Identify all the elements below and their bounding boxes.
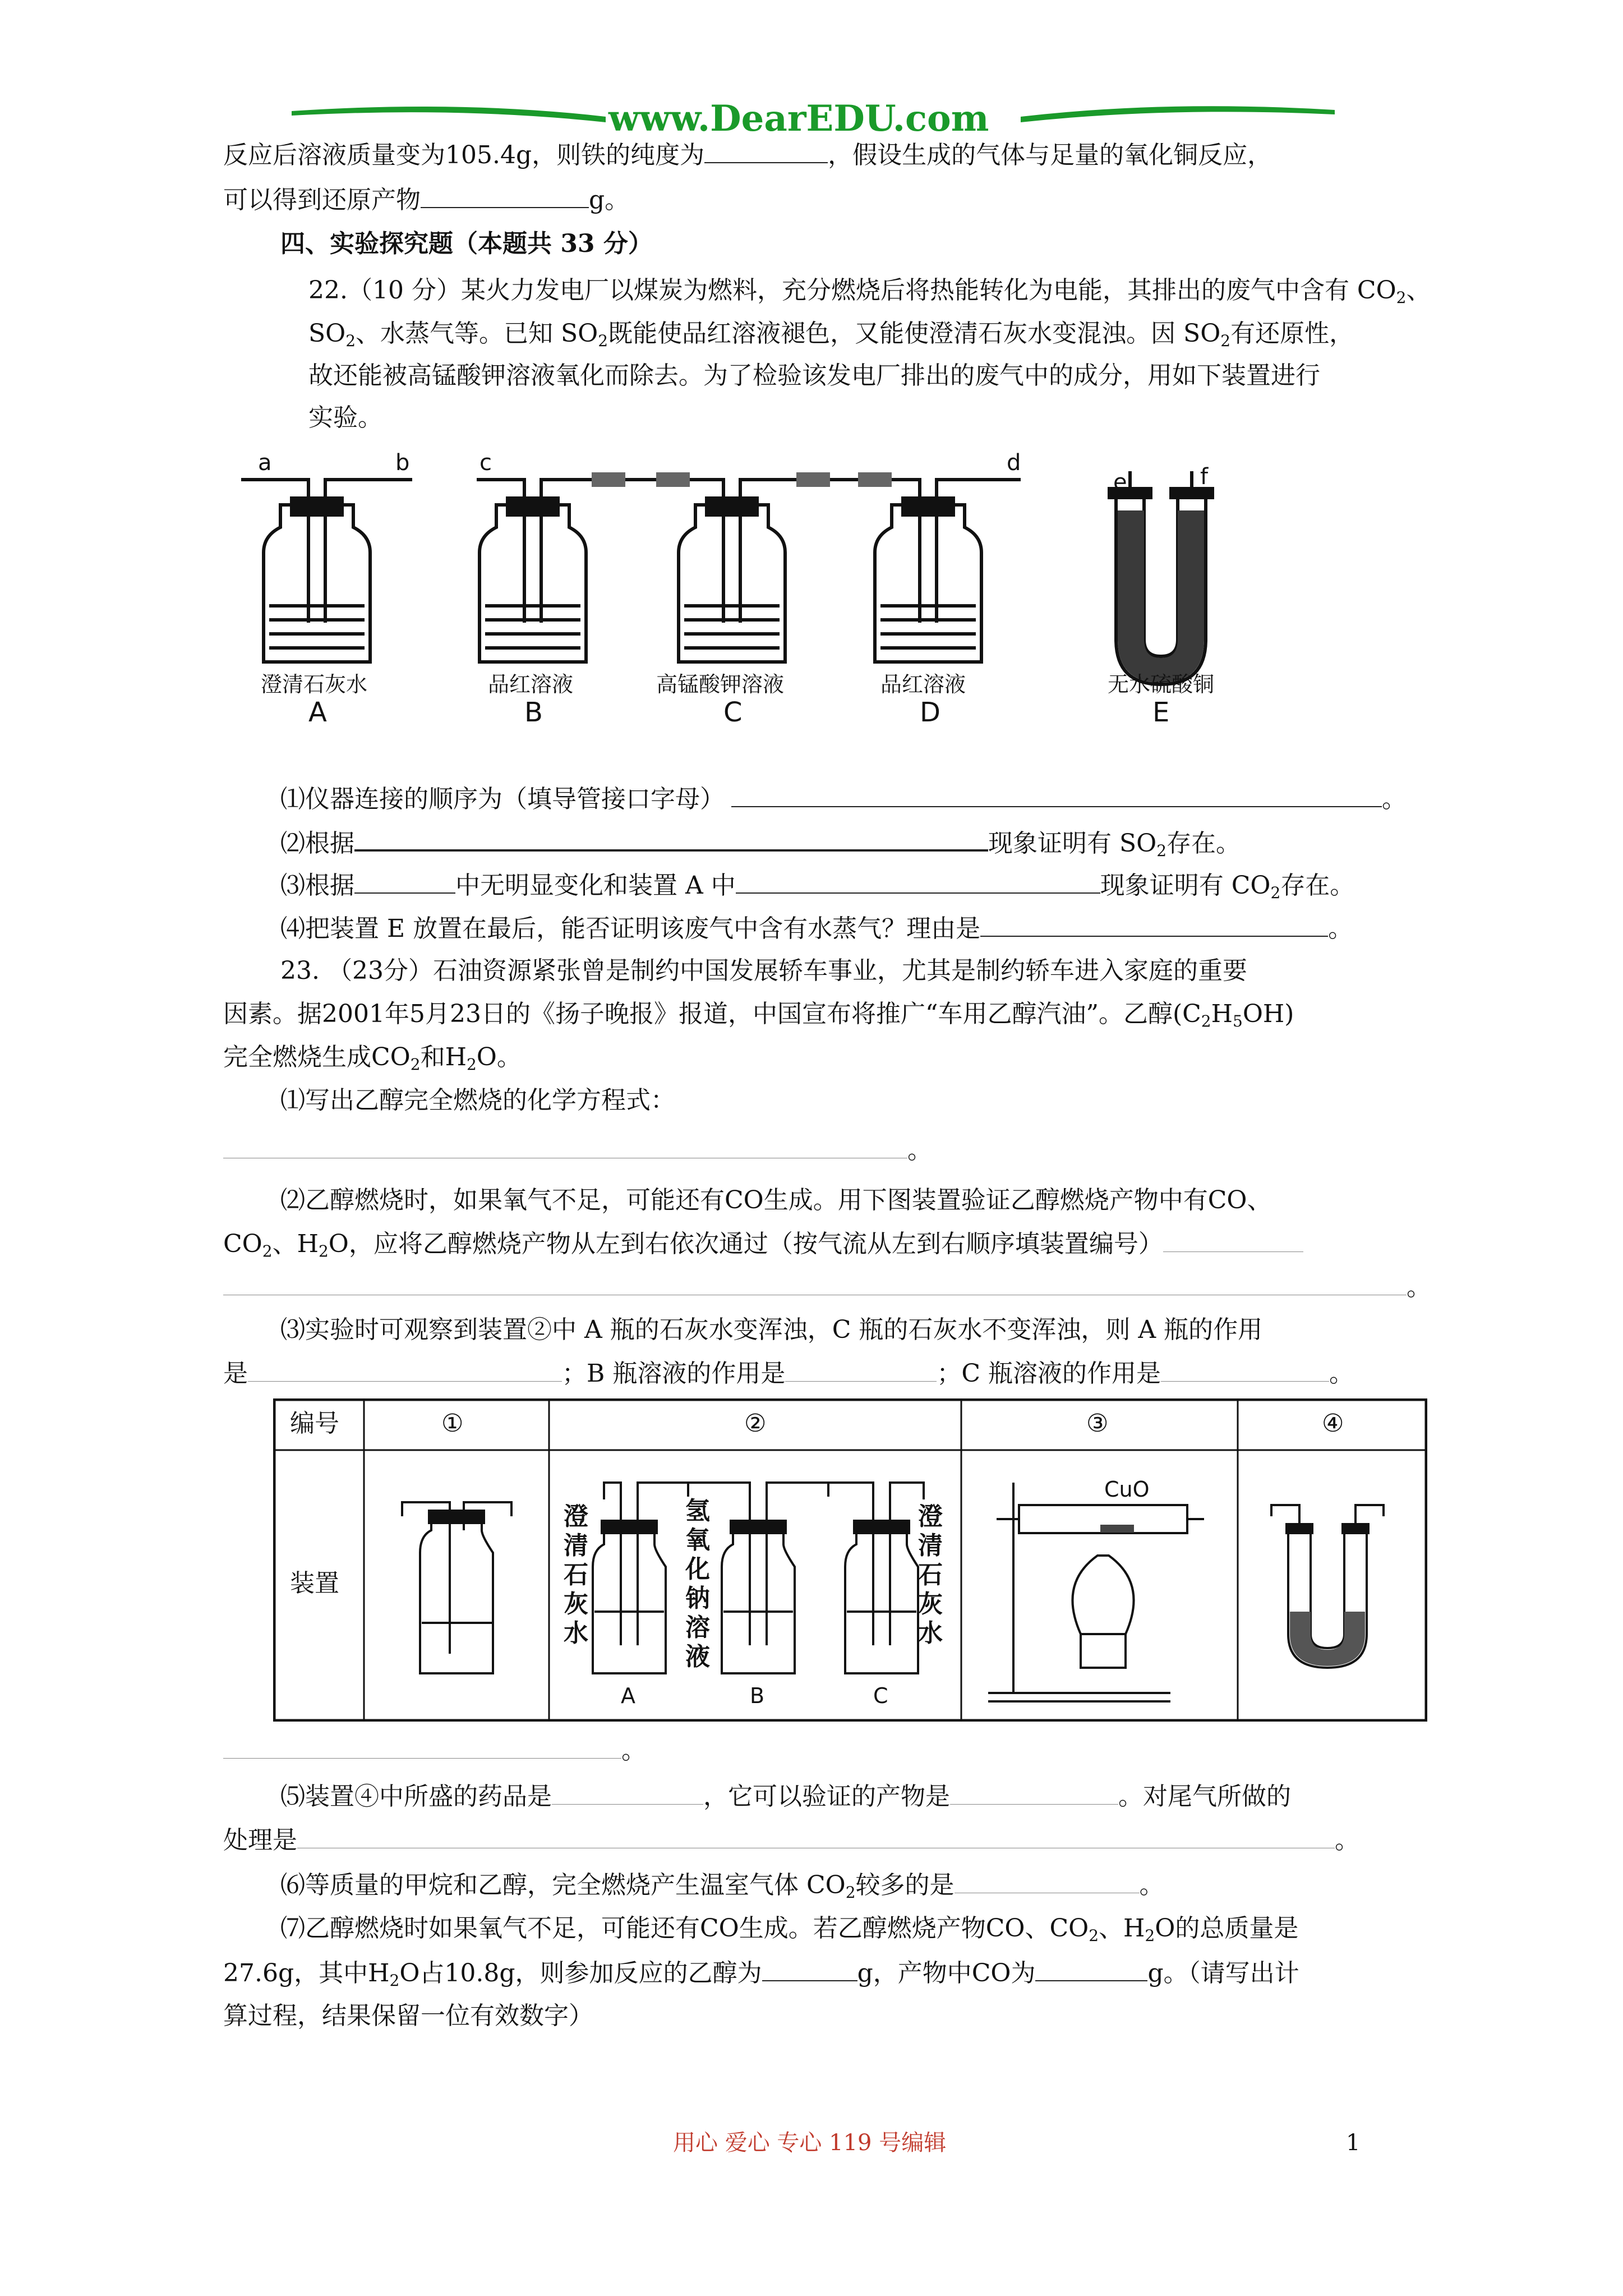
q23-text: OH) xyxy=(1242,1000,1294,1028)
q23-text: O，应将乙醇燃烧产物从左到右依次通过（按气流从左到右顺序填装置编号） xyxy=(328,1230,1163,1258)
port-label: f xyxy=(1200,464,1209,490)
punct: 。 xyxy=(1335,1826,1359,1855)
answer-blank[interactable] xyxy=(297,1823,1335,1848)
answer-blank[interactable] xyxy=(762,1955,857,1981)
q23-p7-1: ⑺乙醇燃烧时如果氧气不足，可能还有CO生成。若乙醇燃烧产物CO、$CO_2$、$H_2O$的总质量是 xyxy=(280,1914,1299,1945)
port-label: d xyxy=(1007,450,1021,476)
q21-text: 可以得到还原产物 xyxy=(223,186,421,214)
answer-blank[interactable] xyxy=(223,1270,1407,1295)
q22-text: SO xyxy=(308,319,346,348)
q22-p4 xyxy=(280,911,1353,946)
q23-p3-2 xyxy=(223,1356,1354,1391)
answer-blank[interactable] xyxy=(1163,1227,1303,1252)
q22-p2: ⑵根据 现象证明有 $SO_2$存在。 xyxy=(280,825,1241,868)
bottle-caption: 无水硫酸铜 xyxy=(1108,672,1215,697)
answer-blank[interactable] xyxy=(950,1779,1118,1805)
q23-p2-1: ⑵乙醇燃烧时，如果氧气不足，可能还有CO生成。用下图装置验证乙醇燃烧产物中有CO、 xyxy=(280,1186,1272,1214)
q22-p1 xyxy=(280,781,1407,816)
section-title: 四、实验探究题（本题共 33 分） xyxy=(280,229,653,258)
q23-p1: ⑴写出乙醇完全燃烧的化学方程式： xyxy=(280,1086,675,1115)
q23-text: g。（请写出计 xyxy=(1147,1959,1299,1987)
bottle-letter: B xyxy=(750,1683,765,1708)
q23-p7-3: 算过程，结果保留一位有效数字） xyxy=(223,2001,593,2030)
caption-lime-water-right: 澄清石灰水 xyxy=(918,1502,943,1648)
port-label: b xyxy=(395,450,410,476)
footer-text: 用心 爱心 专心 119 号编辑 xyxy=(673,2130,947,2156)
q22-text: ⑶根据 xyxy=(280,871,354,900)
answer-blank[interactable] xyxy=(704,137,828,163)
q23-p2-answer xyxy=(223,1270,1431,1304)
q23-after-table-answer xyxy=(223,1733,646,1768)
q22-text: 现象证明有 CO xyxy=(1100,871,1271,900)
q22-text: 存在。 xyxy=(1280,871,1355,900)
q23-text: 是 xyxy=(223,1359,248,1388)
table-header-1: ① xyxy=(441,1409,464,1438)
answer-blank[interactable] xyxy=(552,1779,703,1805)
q21-text: ，假设生成的气体与足量的氧化铜反应， xyxy=(828,141,1272,169)
page-number: 1 xyxy=(1346,2130,1361,2156)
caption-lime-water-left: 澄清石灰水 xyxy=(564,1502,588,1648)
q23-text: 较多的是 xyxy=(855,1871,955,1899)
q23-text: ⑸装置④中所盛的药品是 xyxy=(280,1782,552,1811)
q23-text: O占10.8g，则参加反应的乙醇为 xyxy=(399,1959,762,1987)
q22-text: ⑴仪器连接的顺序为（填导管接口字母） xyxy=(280,785,725,813)
q22-text: 22.（10 分）某火力发电厂以煤炭为燃料，充分燃烧后将热能转化为电能，其排出的废气中含有 CO xyxy=(308,276,1396,305)
table-row-label: 装置 xyxy=(290,1569,339,1598)
port-label: e xyxy=(1113,470,1127,495)
q22-intro-3: 故还能被高锰酸钾溶液氧化而除去。为了检验该发电厂排出的废气中的成分，用如下装置进行 xyxy=(308,361,1320,390)
q22-text: 有还原性， xyxy=(1230,319,1354,348)
q23-apparatus-table xyxy=(273,1398,1427,1722)
q22-apparatus-figure xyxy=(241,438,1340,740)
q22-p3: ⑶根据 中无明显变化和装置 A 中 现象证明有 $CO_2$存在。 xyxy=(280,868,1354,910)
q23-text: g，产物中CO为 xyxy=(857,1959,1036,1987)
q23-intro-1: 23. （23分）石油资源紧张曾是制约中国发展轿车事业，尤其是制约轿车进入家庭的重要 xyxy=(280,956,1247,985)
bottle-letter: C xyxy=(873,1683,888,1708)
q23-text: ；B 瓶溶液的作用是 xyxy=(562,1359,786,1388)
q23-text: ；C 瓶溶液的作用是 xyxy=(937,1359,1161,1388)
q23-p1-answer xyxy=(223,1133,932,1167)
q23-text: O。 xyxy=(476,1043,522,1071)
q22-text: ⑵根据 xyxy=(280,829,354,858)
q22-text: 既能使品红溶液褪色，又能使澄清石灰水变混浊。因 SO xyxy=(608,319,1221,348)
q23-intro-3: 完全燃烧生成$CO_2$和$H_2O$。 xyxy=(223,1043,522,1074)
q23-text: CO xyxy=(223,1230,262,1258)
q23-text: ，它可以验证的产物是 xyxy=(703,1782,950,1811)
q23-text: 27.6g，其中H xyxy=(223,1959,390,1987)
bottle-caption: 高锰酸钾溶液 xyxy=(656,672,785,697)
table-drawing xyxy=(273,1398,1427,1722)
answer-blank[interactable] xyxy=(980,911,1328,937)
q22-intro-1: 22.（10 分）某火力发电厂以煤炭为燃料，充分燃烧后将热能转化为电能，其排出的废气中含有 $CO_2$、 xyxy=(308,276,1431,307)
punct: 。 xyxy=(1329,1359,1354,1388)
bottle-letter: A xyxy=(308,697,327,728)
q21-text: g。 xyxy=(589,186,630,214)
table-header-number: 编号 xyxy=(290,1409,339,1438)
answer-blank[interactable] xyxy=(731,781,1382,807)
q23-text: 和H xyxy=(420,1043,467,1071)
table-header-3: ③ xyxy=(1086,1409,1109,1438)
answer-blank[interactable] xyxy=(223,1133,907,1158)
table-header-4: ④ xyxy=(1322,1409,1344,1438)
q23-text: 处理是 xyxy=(223,1826,297,1855)
q23-p3-1: ⑶实验时可观察到装置②中 A 瓶的石灰水变浑浊，C 瓶的石灰水不变浑浊，则 A 瓶的作用 xyxy=(280,1315,1263,1344)
answer-blank[interactable] xyxy=(1035,1955,1147,1981)
punct: 。 xyxy=(621,1736,646,1765)
q22-text: 、水蒸气等。已知 SO xyxy=(356,319,598,348)
answer-blank[interactable] xyxy=(785,1356,937,1382)
punct: 。 xyxy=(1328,914,1353,943)
bottle-letter: A xyxy=(621,1683,635,1708)
answer-blank[interactable] xyxy=(955,1868,1140,1893)
q23-intro-2: 因素。据2001年5月23日的《扬子晚报》报道，中国宣布将推广“车用乙醇汽油”。乙醇$(C_2H_5OH)$ xyxy=(223,1000,1294,1030)
q23-p5 xyxy=(280,1779,1291,1814)
bottle-letter: D xyxy=(920,697,940,728)
punct: 。 xyxy=(1382,785,1407,813)
port-label: c xyxy=(479,450,492,476)
bottle-letter: C xyxy=(723,697,743,728)
q23-text: 、H xyxy=(1099,1914,1145,1943)
caption-naoh: 氢氧化钠溶液 xyxy=(685,1497,710,1671)
bottle-caption: 澄清石灰水 xyxy=(261,672,368,697)
port-label: a xyxy=(258,450,272,476)
answer-blank[interactable] xyxy=(354,825,988,852)
q23-text: O的总质量是 xyxy=(1155,1914,1299,1943)
q23-text: H xyxy=(1211,1000,1233,1028)
header-site[interactable]: www.DearEDU.com xyxy=(608,98,989,140)
q22-text: 现象证明有 SO xyxy=(988,829,1157,858)
q23-text: ⑹等质量的甲烷和乙醇，完全燃烧产生温室气体 CO xyxy=(280,1871,846,1899)
q22-intro-2: $SO_2$、水蒸气等。已知 $SO_2$既能使品红溶液褪色，又能使澄清石灰水变混浊。因 $SO_2$有还原性， xyxy=(308,319,1354,350)
q22-text: 中无明显变化和装置 A 中 xyxy=(455,871,736,900)
table-header-2: ② xyxy=(744,1409,767,1438)
q22-intro-4: 实验。 xyxy=(308,403,382,432)
answer-blank[interactable] xyxy=(1161,1356,1329,1382)
cuo-label: CuO xyxy=(1104,1477,1150,1502)
bottle-caption: 品红溶液 xyxy=(880,672,966,697)
q23-p2-2: $CO_2$、$H_2O$，应将乙醇燃烧产物从左到右依次通过（按气流从左到右顺序填装置编号） xyxy=(223,1227,1303,1268)
punct: 。 xyxy=(1407,1273,1431,1301)
q23-text: 。对尾气所做的 xyxy=(1118,1782,1291,1811)
q21-text: 反应后溶液质量变为105.4g，则铁的纯度为 xyxy=(223,141,705,169)
q23-text: 因素。据2001年5月23日的《扬子晚报》报道，中国宣布将推广“车用乙醇汽油”。乙醇(C xyxy=(223,1000,1201,1028)
q21-line2 xyxy=(223,182,629,217)
bottle-letter: E xyxy=(1152,697,1170,728)
q21-line1 xyxy=(223,137,1272,172)
q23-text: ⑺乙醇燃烧时如果氧气不足，可能还有CO生成。若乙醇燃烧产物CO、CO xyxy=(280,1914,1089,1943)
q23-p7-2: 27.6g，其中$H_2O$占10.8g，则参加反应的乙醇为 g，产物中CO为 g。（请写出计 xyxy=(223,1955,1299,1998)
q23-p5-2 xyxy=(223,1823,1359,1857)
punct: 。 xyxy=(907,1136,932,1165)
q23-p6: ⑹等质量的甲烷和乙醇，完全燃烧产生温室气体 $CO_2$较多的是 。 xyxy=(280,1868,1164,1910)
q22-text: ⑷把装置 E 放置在最后，能否证明该废气中含有水蒸气？理由是 xyxy=(280,914,981,943)
q22-text: 存在。 xyxy=(1166,829,1241,858)
answer-blank[interactable] xyxy=(223,1733,621,1759)
answer-blank[interactable] xyxy=(736,868,1100,894)
bottle-letter: B xyxy=(524,697,543,728)
answer-blank[interactable] xyxy=(248,1356,562,1382)
q23-text: 、H xyxy=(272,1230,319,1258)
bottle-caption: 品红溶液 xyxy=(488,672,574,697)
answer-blank[interactable] xyxy=(354,868,455,894)
answer-blank[interactable] xyxy=(421,182,589,208)
punct: 。 xyxy=(1139,1871,1164,1899)
q23-text: 完全燃烧生成CO xyxy=(223,1043,411,1071)
